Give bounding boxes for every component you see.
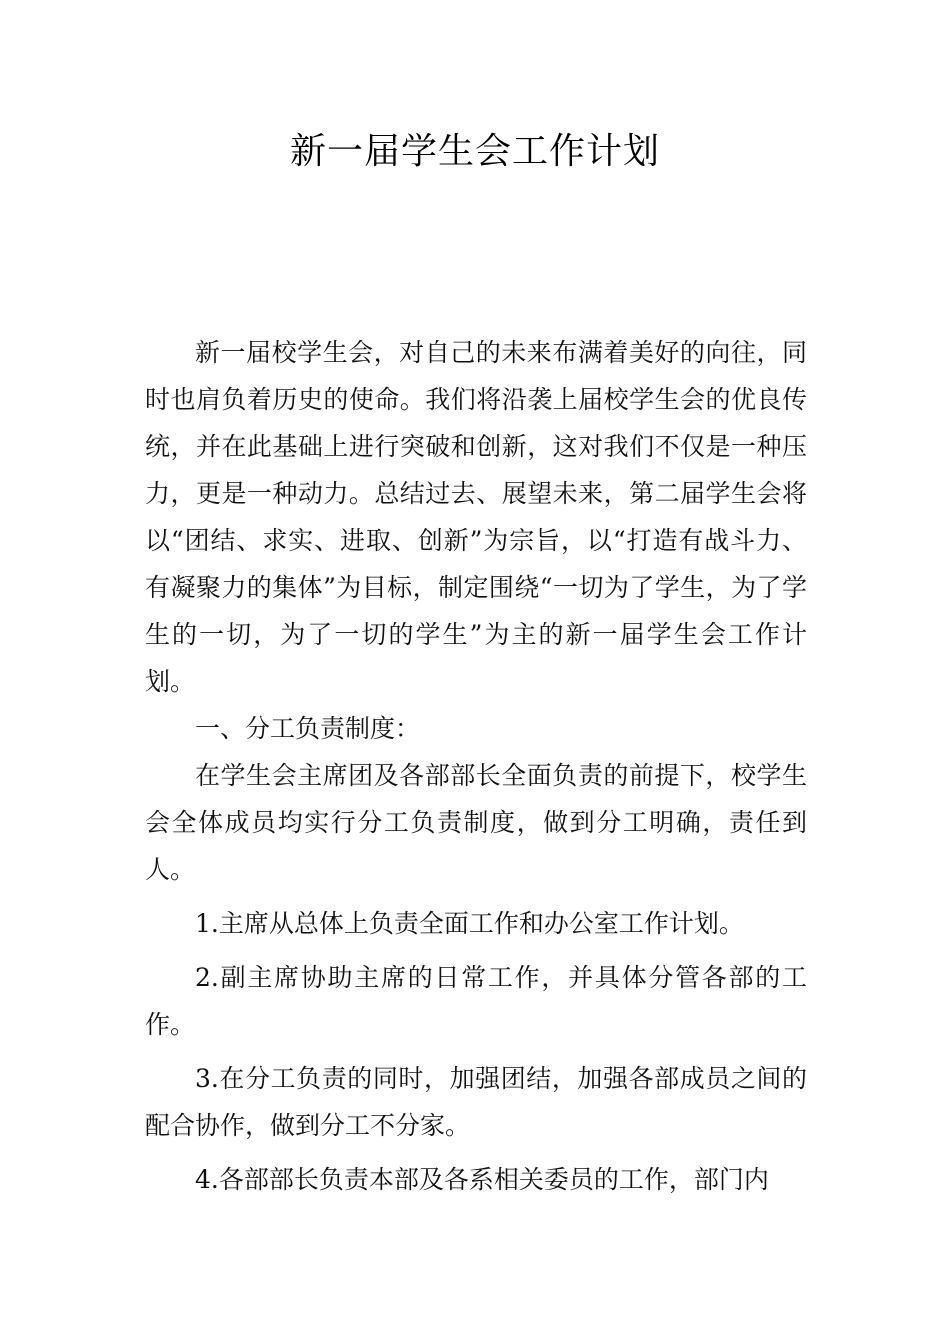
division-of-labor-paragraph: 在学生会主席团及各部部长全面负责的前提下，校学生会全体成员均实行分工负责制度，做到分工明确，责任到人。 — [145, 761, 807, 884]
document-body — [145, 329, 807, 1203]
list-item-1: 1.主席从总体上负责全面工作和办公室工作计划。 — [195, 909, 744, 938]
list-item-2: 2.副主席协助主席的日常工作，并具体分管各部的工作。 — [145, 963, 807, 1039]
intro-paragraph: 新一届校学生会，对自己的未来布满着美好的向往，同时也肩负着历史的使命。我们将沿袭上届校学生会的优良传统，并在此基础上进行突破和创新，这对我们不仅是一种压力，更是一种动力。总结过去、展望未来，第二届学生会将以“团结、求实、进取、创新”为宗旨，以“打造有战斗力、有凝聚力的集体”为目标，制定围绕“一切为了学生，为了学生的一切，为了一切的学生”为主的新一届学生会工作计划。 — [145, 338, 807, 696]
section-heading-division-of-labor: 一、分工负责制度： — [195, 714, 421, 743]
document-title: 新一届学生会工作计划 — [289, 131, 660, 172]
list-item-3: 3.在分工负责的同时，加强团结，加强各部成员之间的配合协作，做到分工不分家。 — [145, 1064, 807, 1140]
list-item-4: 4.各部部长负责本部及各系相关委员的工作，部门内 — [195, 1165, 769, 1194]
